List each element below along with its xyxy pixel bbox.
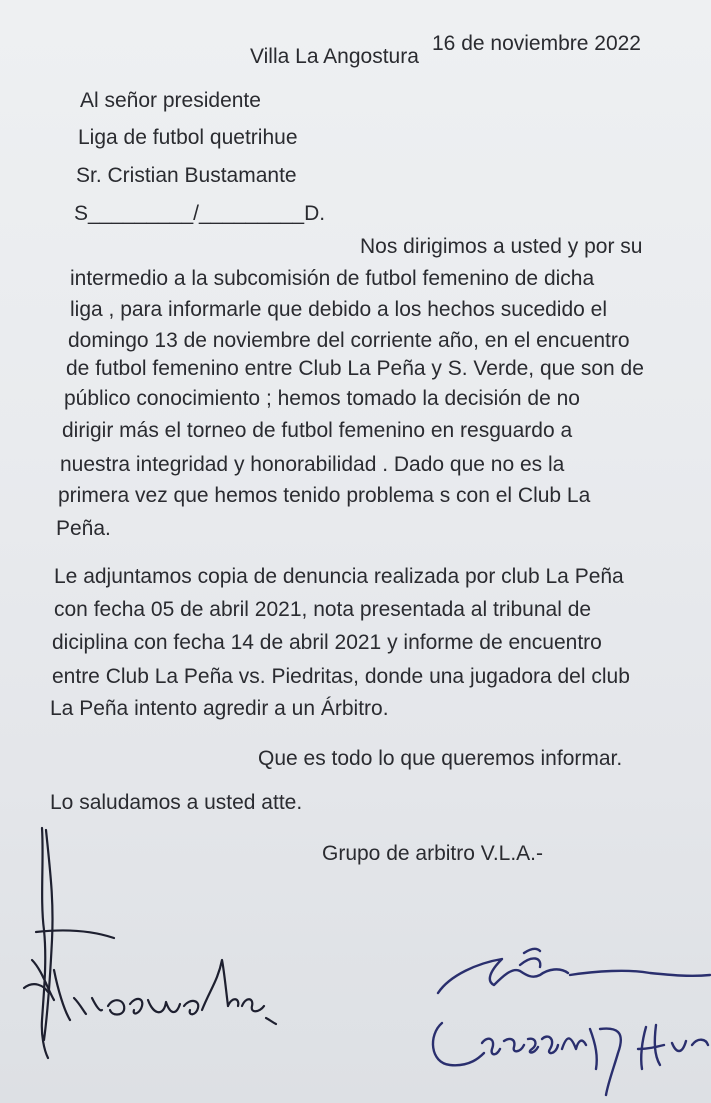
paragraph1-line-4: domingo 13 de noviembre del corriente año, en el encuentro: [68, 329, 630, 352]
paragraph2-line-1: Le adjuntamos copia de denuncia realizada por club La Peña: [54, 565, 624, 588]
sender-name: Grupo de arbitro V.L.A.-: [322, 842, 544, 865]
farewell: Lo saludamos a usted atte.: [50, 791, 303, 814]
recipient-line-1: Al señor presidente: [80, 89, 261, 112]
paragraph2-line-3: diciplina con fecha 14 de abril 2021 y informe de encuentro: [52, 631, 602, 654]
paragraph2-line-5: La Peña intento agredir a un Árbitro.: [50, 697, 389, 720]
paragraph1-line-6: público conocimiento ; hemos tomado la decisión de no: [64, 387, 580, 410]
letter-place: Villa La Angostura: [250, 45, 419, 68]
paragraph1-line-3: liga , para informarle que debido a los hechos sucedido el: [70, 298, 608, 321]
salutation-line: S_________/_________D.: [74, 202, 326, 225]
paragraph1-line-10: Peña.: [56, 517, 111, 540]
recipient-line-2: Liga de futbol quetrihue: [78, 126, 298, 149]
letter-date: 16 de noviembre 2022: [432, 32, 641, 55]
signature-right: [420, 945, 711, 1103]
paragraph2-line-2: con fecha 05 de abril 2021, nota presentada al tribunal de: [54, 598, 592, 621]
paragraph2-line-4: entre Club La Peña vs. Piedritas, donde una jugadora del club: [52, 665, 630, 688]
recipient-line-3: Sr. Cristian Bustamante: [76, 164, 297, 187]
paragraph1-line-9: primera vez que hemos tenido problema s con el Club La: [58, 484, 591, 507]
closing-statement: Que es todo lo que queremos informar.: [258, 747, 623, 770]
paragraph1-line-8: nuestra integridad y honorabilidad . Dado que no es la: [60, 453, 565, 476]
paragraph1-line-5: de futbol femenino entre Club La Peña y S. Verde, que son de: [66, 357, 644, 380]
paragraph1-line-1: Nos dirigimos a usted y por su: [360, 235, 643, 258]
paragraph1-line-7: dirigir más el torneo de futbol femenino en resguardo a: [62, 419, 573, 442]
paragraph1-line-2: intermedio a la subcomisión de futbol femenino de dicha: [70, 267, 595, 290]
signature-left: [14, 820, 294, 1070]
